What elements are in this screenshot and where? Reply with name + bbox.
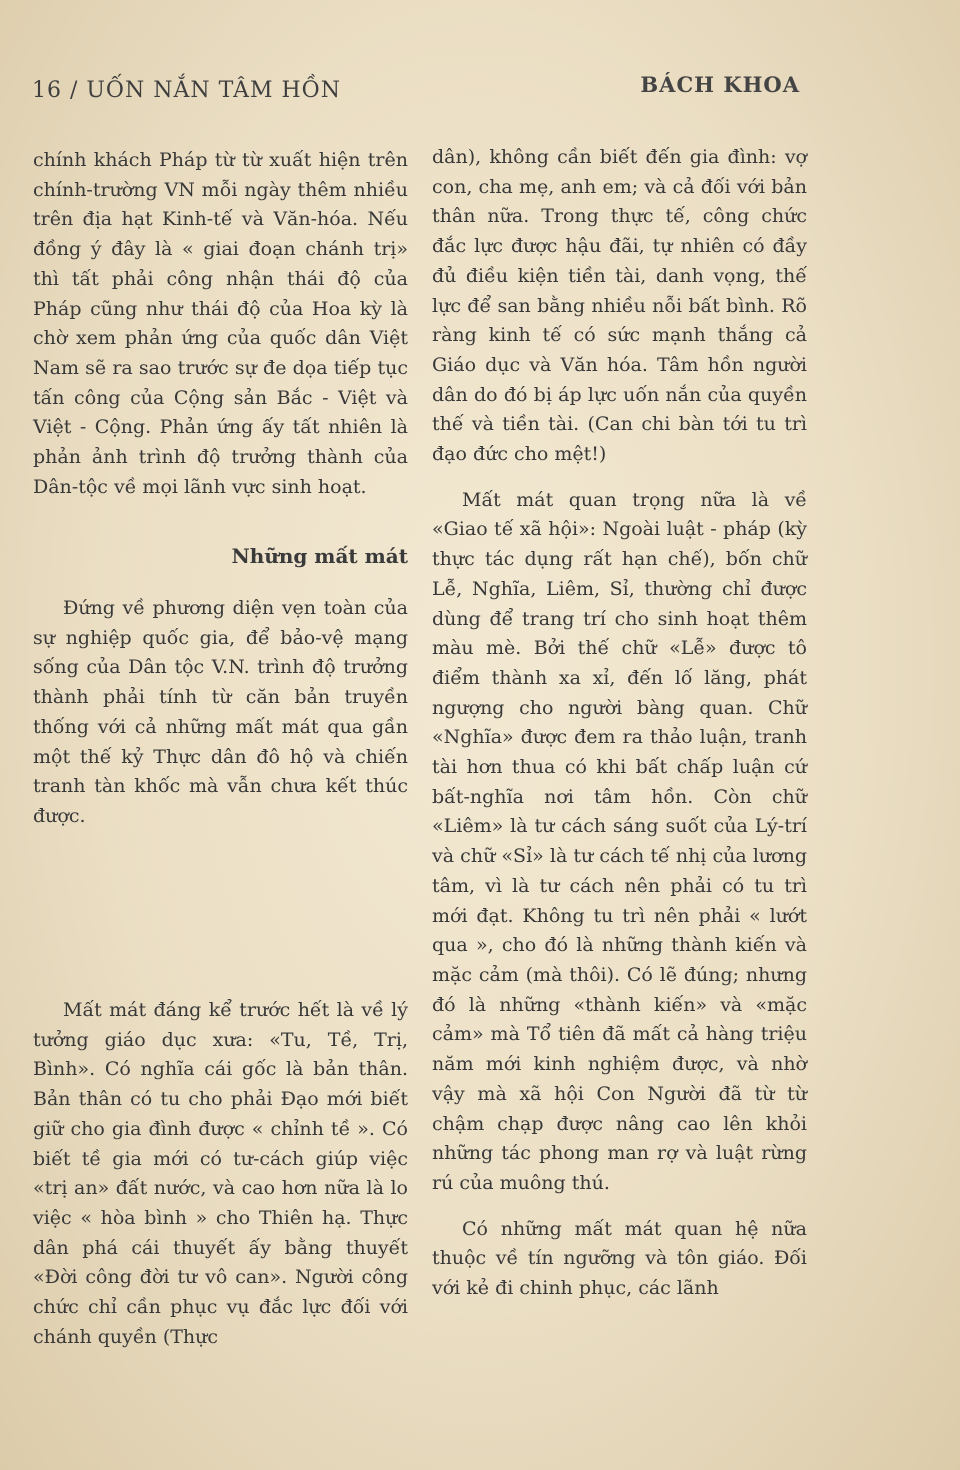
running-header-page-title: 16 / UỐN NẮN TÂM HỒN — [32, 78, 341, 103]
left-column-bottom — [33, 996, 408, 1352]
section-heading: Những mất mát — [231, 544, 408, 568]
right-column — [432, 143, 807, 1304]
left-column-middle — [33, 594, 408, 832]
running-header-magazine-name: BÁCH KHOA — [640, 72, 800, 97]
left-paragraph-2: Đứng về phương diện vẹn toàn của sự nghiệp quốc gia, để bảo-vệ mạng sống của Dân tộc V.N. trình độ trưởng thành phải tính từ căn bản truyền thống với cả những mất mát qua gần một thế kỷ Thực dân đô hộ và chiến tranh tàn khốc mà vẫn chưa kết thúc được. — [33, 597, 408, 827]
right-paragraph-3: Có những mất mát quan hệ nữa thuộc về tín ngưỡng và tôn giáo. Đối với kẻ đi chinh phục, các lãnh — [432, 1217, 807, 1300]
right-paragraph-1: dân), không cần biết đến gia đình: vợ con, cha mẹ, anh em; và cả đối với bản thân nữa. Trong thực tế, công chức đắc lực được hậu đãi, tự nhiên có đầy đủ điều kiện tiền tài, danh vọng, thế lực để san bằng nhiều nỗi bất bình. Rõ ràng kinh tế có sức mạnh thắng cả Giáo dục và Văn hóa. Tâm hồn người dân do đó bị áp lực uốn nắn của quyền thế và tiền tài. (Can chi bàn tới tu trì đạo đức cho mệt!) — [432, 146, 807, 466]
left-paragraph-3: Mất mát đáng kể trước hết là về lý tưởng giáo dục xưa: «Tu, Tề, Trị, Bình». Có nghĩa cái gốc là bản thân. Bản thân có tu cho phải Đạo mới biết giữ cho gia đình được « chỉnh tề ». Có biết tề gia mới có tư-cách giúp việc «trị an» đất nước, và cao hơn nữa là lo việc « hòa bình » cho Thiên hạ. Thực dân phá cái thuyết ấy bằng thuyết «Đời công đời tư vô can». Người công chức chỉ cần phục vụ đắc lực đối với chánh quyền (Thực — [33, 999, 408, 1348]
left-column-top — [33, 146, 408, 502]
left-paragraph-1: chính khách Pháp từ từ xuất hiện trên chính-trường VN mỗi ngày thêm nhiều trên địa hạt Kinh-tế và Văn-hóa. Nếu đồng ý đây là « giai đoạn chánh trị» thì tất phải công nhận thái độ của Pháp cũng như thái độ của Hoa kỳ là chờ xem phản ứng của quốc dân Việt Nam sẽ ra sao trước sự đe dọa tiếp tục tấn công của Cộng sản Bắc - Việt và Việt - Cộng. Phản ứng ấy tất nhiên là phản ảnh trình độ trưởng thành của Dân-tộc về mọi lãnh vực sinh hoạt. — [33, 149, 408, 498]
right-paragraph-2: Mất mát quan trọng nữa là về «Giao tế xã hội»: Ngoài luật - pháp (kỳ thực tác dụng rất hạn chế), bốn chữ Lễ, Nghĩa, Liêm, Sỉ, thường chỉ được dùng để trang trí cho sinh hoạt thêm màu mè. Bởi thế chữ «Lễ» được tô điểm thành xa xỉ, đến lố lăng, phát ngượng cho người bàng quan. Chữ «Nghĩa» được đem ra thảo luận, tranh tài hơn thua có khi bất chấp luận cứ bất-nghĩa nơi tâm hồn. Còn chữ «Liêm» là tư cách sáng suốt của Lý-trí và chữ «Sỉ» là tư cách tế nhị của lương tâm, vì là tư cách nên phải có tu trì mới đạt. Không tu trì nên phải « lướt qua », cho đó là những thành kiến và mặc cảm (mà thôi). Có lẽ đúng; nhưng đó là những «thành kiến» và «mặc cảm» mà Tổ tiên đã mất cả hàng triệu năm mới kinh nghiệm được, và nhờ vậy mà xã hội Con Người đã từ từ chậm chạp được nâng cao lên khỏi những tác phong man rợ và luật rừng rú của muông thú. — [432, 488, 807, 1194]
